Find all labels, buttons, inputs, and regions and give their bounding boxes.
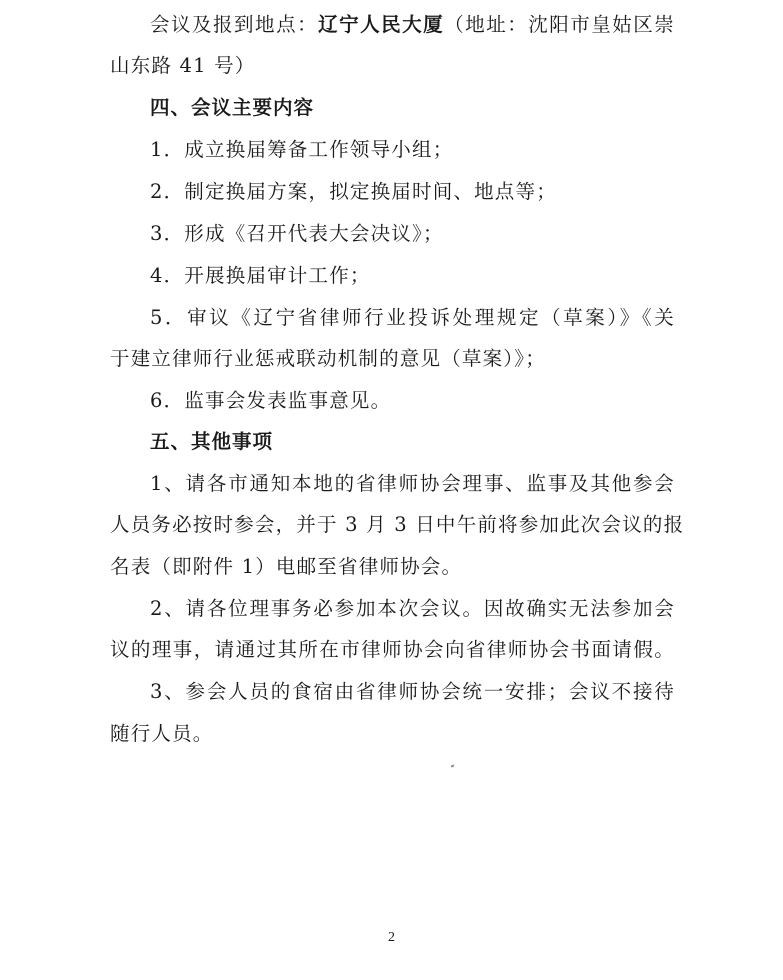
content-item-4: 4．开展换届审计工作；: [150, 264, 371, 287]
content-item-2: 2．制定换届方案，拟定换届时间、地点等；: [150, 180, 557, 203]
venue-address-part2: 山东路 41 号）: [110, 54, 256, 77]
other-item-1-cont-a: 人员务必按时参会，并于 3 月 3 日中午前将参加此次会议的报: [110, 513, 685, 536]
other-item-3-cont: 随行人员。: [110, 722, 214, 745]
section-heading-4: 四、会议主要内容: [150, 96, 315, 119]
other-item-1: 1、请各市通知本地的省律师协会理事、监事及其他参会: [150, 472, 675, 495]
page-number: 2: [388, 930, 395, 945]
venue-name: 辽宁人民大厦: [318, 13, 445, 36]
other-item-2-cont: 议的理事，请通过其所在市律师协会向省律师协会书面请假。: [110, 638, 675, 661]
other-item-3: 3、参会人员的食宿由省律师协会统一安排；会议不接待: [150, 680, 675, 703]
content-item-3: 3．形成《召开代表大会决议》；: [150, 222, 444, 245]
scan-speck: [451, 764, 455, 767]
section-heading-5: 五、其他事项: [150, 430, 274, 453]
content-item-5-cont: 于建立律师行业惩戒联动机制的意见（草案）》；: [110, 347, 546, 370]
content-item-6: 6．监事会发表监事意见。: [150, 389, 392, 412]
venue-prefix: 会议及报到地点：: [150, 13, 319, 36]
venue-address-part1: （地址：沈阳市皇姑区崇: [444, 13, 676, 36]
content-item-5: 5．审议《辽宁省律师行业投诉处理规定（草案）》《关: [150, 306, 675, 329]
other-item-2: 2、请各位理事务必参加本次会议。因故确实无法参加会: [150, 597, 675, 620]
other-item-1-cont-b: 名表（即附件 1）电邮至省律师协会。: [110, 555, 463, 578]
content-item-1: 1．成立换届筹备工作领导小组；: [150, 138, 454, 161]
venue-line: [150, 9, 675, 41]
